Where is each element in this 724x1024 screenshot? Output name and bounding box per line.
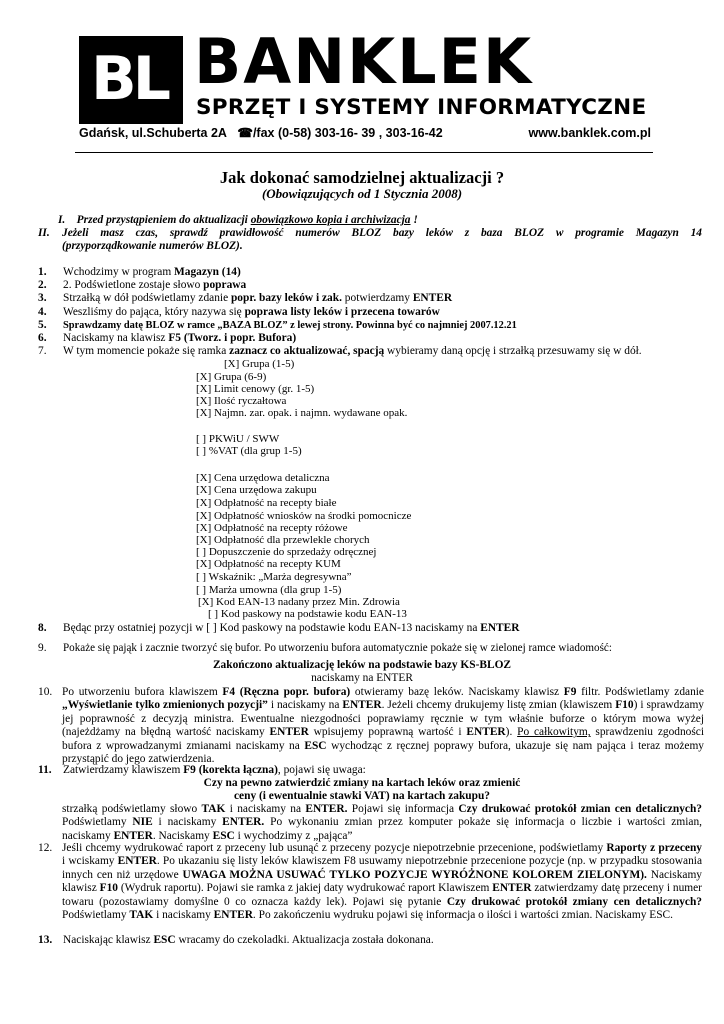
page-title: Jak dokonać samodzielnej aktualizacji ? (219, 168, 505, 187)
header-divider (75, 152, 653, 153)
intro-ii-number: II. (38, 227, 50, 239)
option-item[interactable]: [X] Odpłatność wniosków na środki pomocnicze (196, 510, 412, 522)
website-link[interactable]: www.banklek.com.pl (528, 126, 651, 140)
intro-ii-line1: Jeżeli masz czas, sprawdź prawidłowość numerów BLOZ bazy leków z baza BLOZ w programie Magazyn 14 (62, 227, 702, 239)
step-2 (0, 279, 724, 292)
logo-letters: BL (91, 44, 167, 114)
warning-line-1: Czy na pewno zatwierdzić zmiany na kartach leków oraz zmienić (203, 777, 521, 789)
step-7 (0, 345, 724, 358)
option-item[interactable]: [ ] Marża umowna (dla grup 1-5) (196, 584, 342, 596)
step-text: Naciskamy na klawisz F5 (Tworz. i popr. Bufora) (63, 331, 297, 344)
option-item[interactable]: [ ] %VAT (dla grup 1-5) (196, 445, 302, 457)
step-number: 6. (38, 331, 47, 344)
option-item[interactable]: [X] Najmn. zar. opak. i najmn. wydawane opak. (196, 407, 408, 419)
step-number: 1. (38, 266, 47, 278)
option-item[interactable]: [X] Grupa (6-9) (196, 371, 267, 383)
option-item[interactable]: [X] Kod EAN-13 nadany przez Min. Zdrowia (198, 596, 400, 608)
step-text: Weszliśmy do pająca, który nazywa się poprawa listy leków i przecena towarów (63, 305, 440, 318)
step-number: 7. (38, 345, 47, 358)
option-item[interactable]: [X] Odpłatność na recepty białe (196, 497, 337, 509)
step-12 (38, 842, 702, 922)
step-8 (0, 622, 724, 636)
step-1 (0, 266, 724, 279)
step-number: 12. (38, 842, 53, 854)
option-item[interactable]: [X] Odpłatność dla przewlekle chorych (196, 534, 370, 546)
step-3 (0, 292, 724, 305)
step-number: 13. (38, 934, 53, 946)
step-number: 8. (38, 622, 47, 634)
option-item[interactable]: [ ] PKWiU / SWW (196, 433, 280, 445)
option-item[interactable]: [X] Cena urzędowa zakupu (196, 484, 317, 496)
intro-i-underlined: obowiązkowo kopia i archiwizacja (250, 214, 411, 226)
step-11 (0, 764, 724, 778)
step-text: 2. Podświetlone zostaje słowo poprawa (63, 279, 247, 292)
option-item[interactable]: [ ] Kod paskowy na podstawie kodu EAN-13 (208, 608, 407, 620)
step-text: Będąc przy ostatniej pozycji w [ ] Kod paskowy na podstawie kodu EAN-13 naciskamy na ENTER (63, 622, 520, 634)
address: Gdańsk, ul.Schuberta 2A (79, 126, 227, 140)
option-item[interactable]: [X] Ilość ryczałtowa (196, 395, 287, 407)
step-text: Strzałką w dół podświetlamy zdanie popr. bazy leków i zak. potwierdzamy ENTER (63, 292, 453, 305)
steps-list (0, 266, 724, 358)
step-number: 11. (38, 764, 52, 776)
option-item[interactable]: [X] Odpłatność na recepty różowe (196, 522, 348, 534)
step-number: 3. (38, 292, 47, 305)
intro-ii-line2: (przyporządkowanie numerów BLOZ). (62, 240, 243, 253)
banklek-logo (79, 36, 183, 124)
option-item[interactable]: [X] Limit cenowy (gr. 1-5) (196, 383, 315, 395)
intro-item-i (58, 214, 708, 227)
step-10 (38, 686, 704, 766)
warning-line-2: ceny (i ewentualnie stawki VAT) na kartach zakupu? (234, 790, 490, 802)
brand-name: BANKLEK (194, 25, 534, 98)
option-item[interactable]: [X] Odpłatność na recepty KUM (196, 558, 341, 570)
intro-i-end: ! (410, 214, 418, 226)
message-line-1: Zakończono aktualizację leków na podstawie bazy KS-BLOZ (212, 659, 512, 671)
message-line-2: naciskamy na ENTER (311, 672, 413, 684)
step-text: Jeśli chcemy wydrukować raport z przeceny lub usunąć z przeceny pozycje niepotrzebnie przecenione, podświetlamy Raporty z przeceny i wciskamy ENTER. Po ukazaniu się listy leków klawiszem F8 usuwamy niepotrzebnie przecenione pozycje (np. w przypadku stosowania innych cen niż urzędowe UWAGA MOŻNA USUWAĆ TYLKO POZYCJE WYRÓŻNONE KOLOREM ZIELONYM). Naciskamy klawisz F10 (Wydruk raportu). Pojawi sie ramka z jakiej daty wydrukować raport Klawiszem ENTER zatwierdzamy datę przeceny i numer towaru (pozostawiamy domyślne 0 co oznacza każdy lek). Pojawi się pytanie Czy drukować protokół zmiany cen detalicznych? Podświetlamy TAK i naciskamy ENTER. Po zakończeniu wydruku pojawi się informacja o ilości i wartości zmian. Naciskamy ESC. (62, 842, 703, 922)
contact-line (79, 126, 651, 141)
step-11-details: strzałką podświetlamy słowo TAK i naciskamy na ENTER. Pojawi się informacja Czy drukować protokół zmian cen detalicznych? Podświetlamy NIE i naciskamy ENTER. Po wykonaniu zmian przez komputer pokaże się informacja o liczbie i wartości zmian, naciskamy ENTER. Naciskamy ESC i wychodzimy z „pająca” (62, 803, 702, 842)
option-item[interactable]: [ ] Wskaźnik: „Marża degresywna” (196, 571, 352, 583)
step-text: W tym momencie pokaże się ramka zaznacz co aktualizować, spacją wybieramy daną opcję i strzałką przesuwamy się w dół. (63, 345, 642, 358)
step-text: Wchodzimy w program Magazyn (14) (63, 266, 241, 278)
step-text: Pokaże się pająk i zacznie tworzyć się bufor. Po utworzeniu bufora automatycznie pokaże się w zielonej ramce wiadomość: (63, 642, 612, 654)
intro-i-number: I. (58, 214, 66, 226)
brand-tagline: SPRZĘT I SYSTEMY INFORMATYCZNE (196, 95, 647, 120)
step-text: Po utworzeniu bufora klawiszem F4 (Ręczna popr. bufora) otwieramy bazę leków. Naciskamy klawisz F9 filtr. Podświetlamy zdanie „Wyświetlanie tylko zmienionych pozycji” i naciskamy na ENTER. Jeżeli chcemy drukujemy listę zmian (klawiszem F10) i sprawdzamy jej poprawność z decyzją ministra. Ewentualne niezgodności poprawiamy ręcznie w tym właśnie buforze o którym mowa wyżej (najeżdżamy na błędną wartość naciskamy ENTER wpisujemy poprawną wartość i ENTER). Po całkowitym, sprawdzeniu zgodności bufora z wprowadzanymi zmianami naciskamy na ESC wychodząc z ręcznej poprawy bufora, ukazuje się nam pająca i teraz możemy przystąpić do jego zatwierdzenia. (62, 686, 705, 766)
step-number: 5. (38, 318, 47, 331)
step-number: 2. (38, 279, 47, 292)
option-item[interactable]: [X] Grupa (1-5) (224, 358, 295, 370)
step-text: Naciskając klawisz ESC wracamy do czekoladki. Aktualizacja została dokonana. (63, 934, 434, 946)
step-text: Sprawdzamy datę BLOZ w ramce „BAZA BLOZ” z lewej strony. Powinna być co najmniej 2007.12.21 (63, 319, 517, 331)
step-number: 9. (38, 642, 47, 654)
step-6 (0, 332, 724, 345)
step-5 (0, 319, 724, 332)
step-text: Zatwierdzamy klawiszem F9 (korekta łączna), pojawi się uwaga: (63, 764, 366, 776)
phone-fax: ☎/fax (0-58) 303-16- 39 , 303-16-42 (237, 126, 443, 140)
step-number: 4. (38, 305, 47, 318)
intro-item-ii (38, 227, 702, 254)
page-subtitle: (Obowiązujących od 1 Stycznia 2008) (261, 186, 463, 201)
option-item[interactable]: [X] Cena urzędowa detaliczna (196, 472, 330, 484)
step-number: 10. (38, 686, 53, 698)
intro-i-text: Przed przystąpieniem do aktualizacji (76, 214, 251, 226)
step-9 (0, 642, 724, 656)
step-4 (0, 306, 724, 319)
option-item[interactable]: [ ] Dopuszczenie do sprzedaży odręcznej (196, 546, 377, 558)
step-13 (0, 934, 724, 948)
